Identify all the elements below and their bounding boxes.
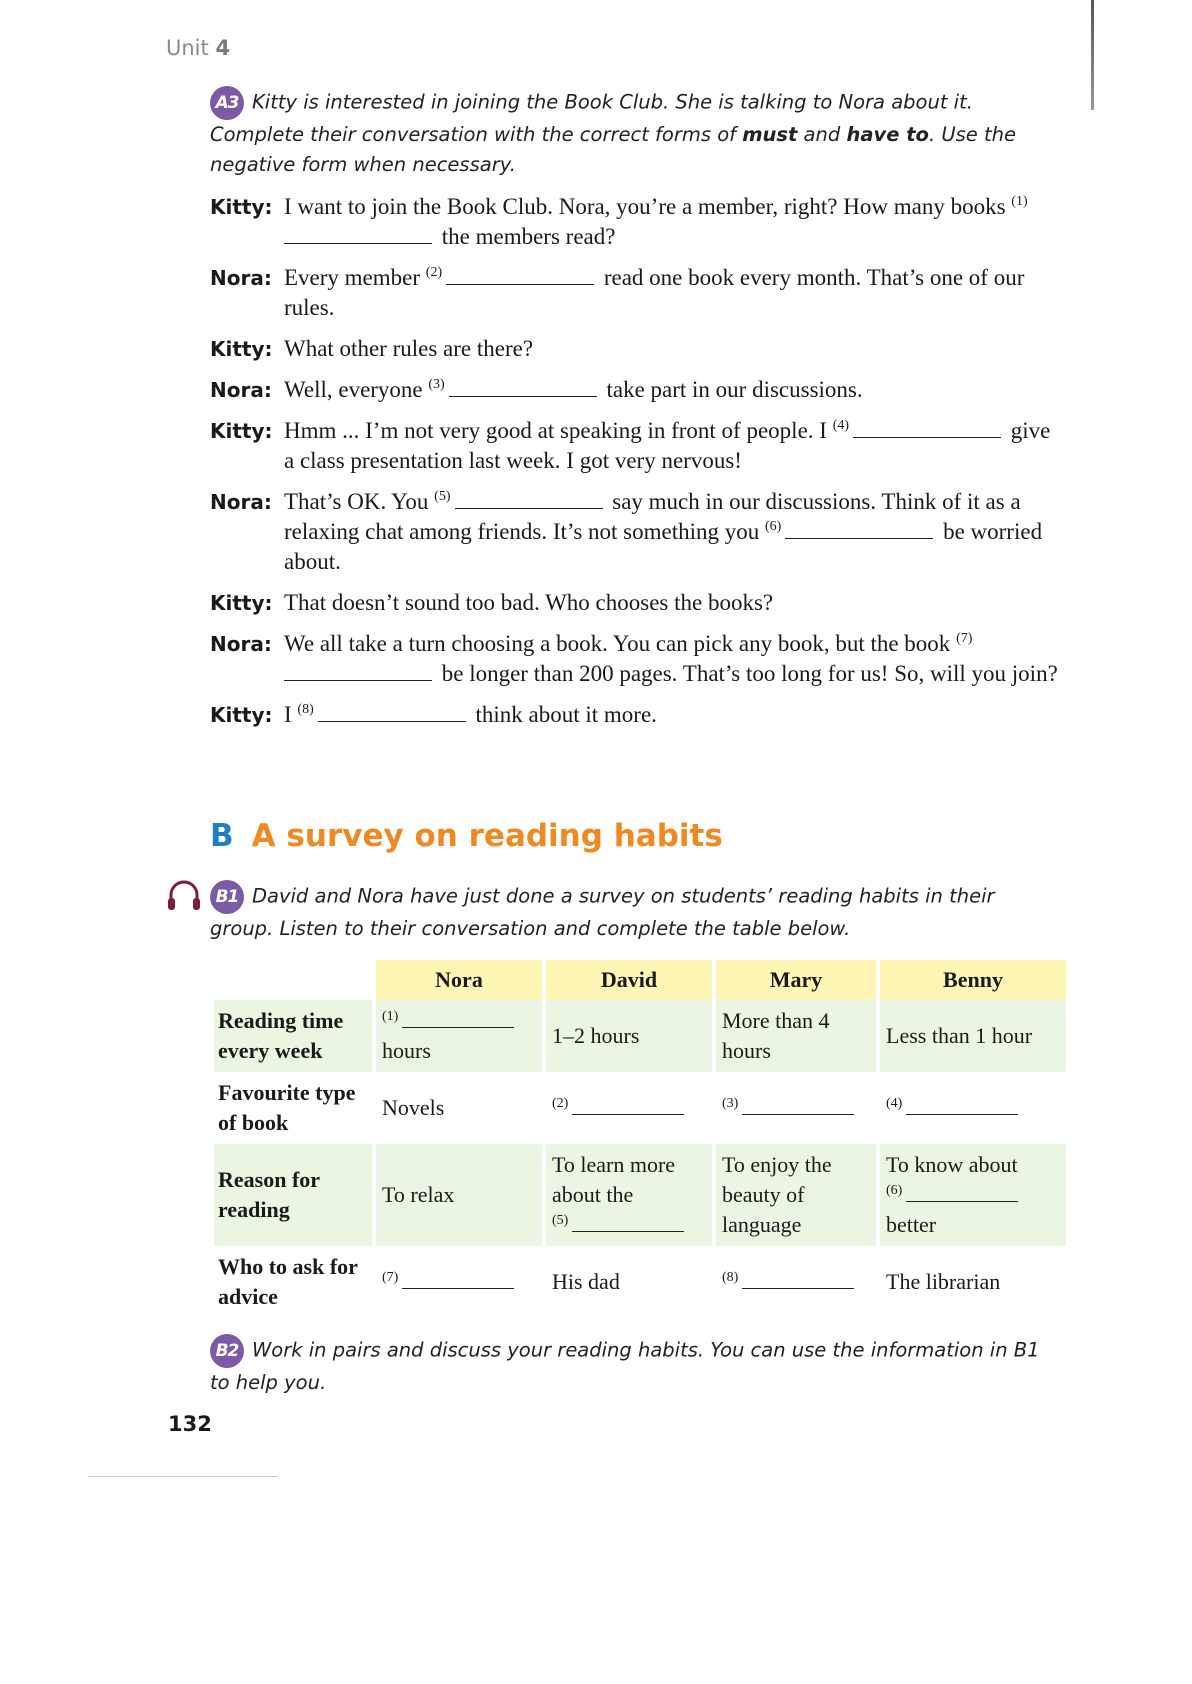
table-cell: Less than 1 hour xyxy=(880,1000,1066,1072)
dialogue-line xyxy=(210,416,1060,476)
table-cell xyxy=(880,1144,1066,1246)
unit-number: 4 xyxy=(215,36,231,60)
answer-blank[interactable] xyxy=(449,376,597,397)
answer-blank[interactable] xyxy=(853,417,1001,438)
line-text: take part in our discussions. xyxy=(606,377,863,402)
speaker: Nora: xyxy=(210,490,272,514)
a3-instruction-text-1: Kitty is interested in joining the Book Club. She is talking to Nora about it. Complete their conversation with the correct forms of xyxy=(210,90,973,146)
answer-blank[interactable] xyxy=(455,488,603,509)
unit-label: Unit xyxy=(166,36,209,60)
dialogue-line xyxy=(210,700,1060,730)
line-text: be worried about. xyxy=(284,519,1043,574)
blank-number: (8) xyxy=(297,702,314,718)
column-header-mary: Mary xyxy=(716,960,876,1000)
line-text: think about it more. xyxy=(475,702,657,727)
a3-instruction xyxy=(210,86,1040,180)
table-header-row xyxy=(214,960,1066,1000)
answer-blank[interactable] xyxy=(284,223,432,244)
row-header: Reason for reading xyxy=(214,1144,372,1246)
cell-text: To know about xyxy=(886,1152,1018,1177)
answer-blank[interactable] xyxy=(785,518,933,539)
dialogue-line xyxy=(210,487,1060,577)
speaker: Kitty: xyxy=(210,337,273,361)
table-row xyxy=(214,1144,1066,1246)
b2-instruction xyxy=(210,1334,1040,1398)
dialogue-line xyxy=(210,588,1060,618)
line-text: Every member xyxy=(284,265,421,290)
blank-number: (5) xyxy=(434,489,451,505)
speaker: Kitty: xyxy=(210,591,273,615)
table-corner xyxy=(214,960,372,1000)
column-header-nora: Nora xyxy=(376,960,542,1000)
answer-blank[interactable] xyxy=(318,701,466,722)
survey-table xyxy=(210,960,1070,1318)
row-header: Reading time every week xyxy=(214,1000,372,1072)
speaker: Kitty: xyxy=(210,195,273,219)
cell-text: better xyxy=(886,1212,937,1237)
table-cell: The librarian xyxy=(886,1269,1001,1294)
table-cell: 1–2 hours xyxy=(546,1000,712,1072)
row-header: Favourite type of book xyxy=(218,1080,356,1135)
b1-badge: B1 xyxy=(210,880,244,914)
blank-number: (7) xyxy=(382,1269,399,1285)
table-cell xyxy=(880,1072,1066,1144)
table-cell xyxy=(546,1072,712,1144)
section-letter: B xyxy=(210,818,234,854)
section-heading: A survey on reading habits xyxy=(251,818,723,854)
line-text: be longer than 200 pages. That’s too long for us! So, will you join? xyxy=(441,661,1058,686)
table-cell: Novels xyxy=(382,1095,445,1120)
table-cell xyxy=(546,1144,712,1246)
line-text: What other rules are there? xyxy=(284,336,534,361)
section-title xyxy=(210,818,723,854)
table-cell xyxy=(716,1246,876,1318)
answer-blank[interactable] xyxy=(572,1094,684,1115)
b2-instruction-text: Work in pairs and discuss your reading habits. You can use the information in B1 to help you. xyxy=(210,1338,1040,1394)
line-text: That’s OK. You xyxy=(284,489,429,514)
speaker: Nora: xyxy=(210,266,272,290)
cell-text: hours xyxy=(382,1038,431,1063)
answer-blank[interactable] xyxy=(446,264,594,285)
dialogue-line xyxy=(210,263,1060,323)
dialogue-line xyxy=(210,192,1060,252)
headphones-icon[interactable] xyxy=(166,877,202,913)
line-text: That doesn’t sound too bad. Who chooses the books? xyxy=(284,590,774,615)
speaker: Kitty: xyxy=(210,419,273,443)
answer-blank[interactable] xyxy=(906,1094,1018,1115)
line-text: the members read? xyxy=(441,224,616,249)
table-cell xyxy=(376,1000,542,1072)
scan-edge xyxy=(1091,0,1094,110)
b1-instruction xyxy=(210,880,1040,944)
line-text: read one book every month. That’s one of our rules. xyxy=(284,265,1025,320)
table-cell: To relax xyxy=(376,1144,542,1246)
answer-blank[interactable] xyxy=(742,1094,854,1115)
answer-blank[interactable] xyxy=(402,1007,514,1028)
column-header-benny: Benny xyxy=(880,960,1066,1000)
column-header-david: David xyxy=(546,960,712,1000)
blank-number: (1) xyxy=(382,1008,399,1024)
a3-badge: A3 xyxy=(210,86,244,120)
b1-instruction-text: David and Nora have just done a survey on students’ reading habits in their group. Listen to their conversation and complete the table below. xyxy=(210,884,995,940)
dialogue-line xyxy=(210,375,1060,405)
table-cell: To enjoy the beauty of language xyxy=(716,1144,876,1246)
line-text: Well, everyone xyxy=(284,377,423,402)
keyword-have-to: have to xyxy=(846,123,929,146)
blank-number: (1) xyxy=(1011,194,1028,210)
a3-instruction-text-2: and xyxy=(797,123,847,146)
table-row xyxy=(214,1246,1066,1318)
blank-number: (3) xyxy=(428,377,445,393)
blank-number: (2) xyxy=(552,1095,569,1111)
answer-blank[interactable] xyxy=(284,660,432,681)
table-cell xyxy=(716,1072,876,1144)
answer-blank[interactable] xyxy=(572,1211,684,1232)
speaker: Nora: xyxy=(210,378,272,402)
line-text: say much in our discussions. Think of it as a relaxing chat among friends. It’s not something you xyxy=(284,489,1021,544)
cell-text: To learn more about the xyxy=(552,1152,676,1207)
blank-number: (5) xyxy=(552,1212,569,1228)
row-header: Who to ask for advice xyxy=(218,1254,358,1309)
scan-line xyxy=(88,1476,278,1477)
line-text: We all take a turn choosing a book. You can pick any book, but the book xyxy=(284,631,951,656)
blank-number: (6) xyxy=(886,1182,903,1198)
speaker: Nora: xyxy=(210,632,272,656)
answer-blank[interactable] xyxy=(402,1268,514,1289)
dialogue-line xyxy=(210,629,1060,689)
line-text: I xyxy=(284,702,292,727)
blank-number: (2) xyxy=(425,265,443,281)
dialogue xyxy=(210,192,1060,741)
unit-header xyxy=(166,36,230,60)
answer-blank[interactable] xyxy=(742,1268,854,1289)
page-number: 132 xyxy=(168,1412,212,1436)
b2-badge: B2 xyxy=(210,1334,244,1368)
blank-number: (6) xyxy=(765,519,782,535)
blank-number: (4) xyxy=(886,1095,903,1111)
blank-number: (4) xyxy=(832,418,850,434)
table-cell xyxy=(376,1246,542,1318)
dialogue-line xyxy=(210,334,1060,364)
table-cell: His dad xyxy=(552,1269,620,1294)
table-row xyxy=(214,1000,1066,1072)
answer-blank[interactable] xyxy=(906,1181,1018,1202)
blank-number: (3) xyxy=(722,1095,739,1111)
table-cell: More than 4 hours xyxy=(716,1000,876,1072)
blank-number: (7) xyxy=(956,631,973,647)
speaker: Kitty: xyxy=(210,703,273,727)
line-text: Hmm ... I’m not very good at speaking in front of people. I xyxy=(284,418,827,443)
a3-instruction-text-3: . Use the negative form when necessary. xyxy=(210,123,1016,176)
line-text: give a class presentation last week. I got very nervous! xyxy=(284,418,1051,473)
line-text: I want to join the Book Club. Nora, you’re a member, right? How many books xyxy=(284,194,1006,219)
keyword-must: must xyxy=(742,123,798,146)
blank-number: (8) xyxy=(722,1269,739,1285)
table-row xyxy=(214,1072,1066,1144)
